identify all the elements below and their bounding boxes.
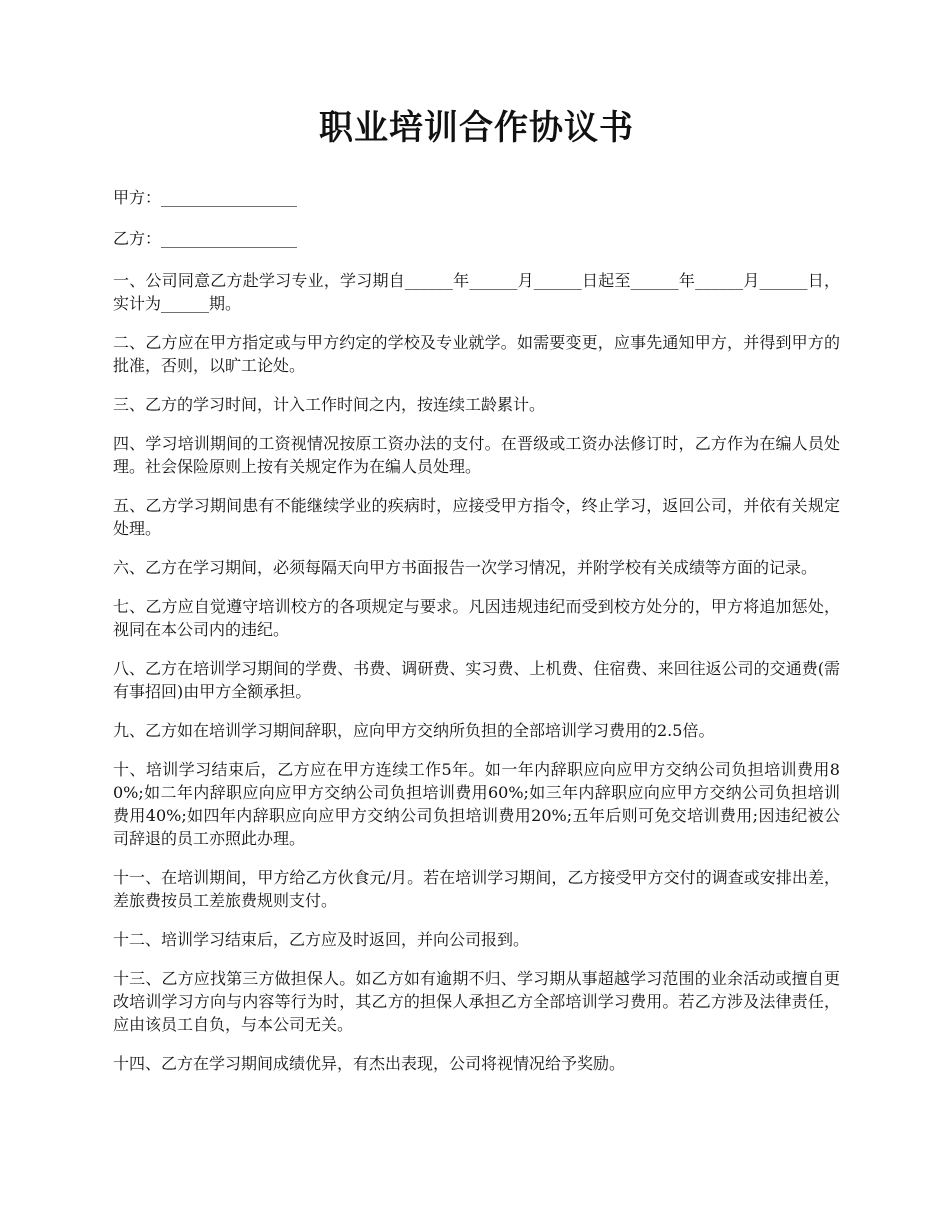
clause-8: 八、乙方在培训学习期间的学费、书费、调研费、实习费、上机费、住宿费、来回往返公司的交通费(需有事招回)由甲方全额承担。: [113, 658, 840, 701]
clause-3: 三、乙方的学习时间，计入工作时间之内，按连续工龄累计。: [113, 394, 546, 414]
clause-6: 六、乙方在学习期间，必须每隔天向甲方书面报告一次学习情况，并附学校有关成绩等方面的记录。: [113, 557, 818, 577]
clause-14: 十四、乙方在学习期间成绩优异，有杰出表现，公司将视情况给予奖励。: [113, 1053, 626, 1073]
clause-12: 十二、培训学习结束后，乙方应及时返回，并向公司报到。: [113, 929, 530, 949]
clause-9: 九、乙方如在培训学习期间辞职，应向甲方交纳所负担的全部培训学习费用的2.5倍。: [113, 720, 715, 740]
clause-11: 十一、在培训期间，甲方给乙方伙食元/月。若在培训学习期间，乙方接受甲方交付的调查或安排出差，差旅费按员工差旅费规则支付。: [113, 867, 840, 910]
clause-1: 一、公司同意乙方赴学习专业，学习期自______年______月______日起至______年______月______日，实计为______期。: [113, 270, 840, 313]
clause-4: 四、学习培训期间的工资视情况按原工资办法的支付。在晋级或工资办法修订时，乙方作为在编人员处理。社会保险原则上按有关规定作为在编人员处理。: [113, 433, 840, 476]
clause-5: 五、乙方学习期间患有不能继续学业的疾病时，应接受甲方指令，终止学习，返回公司，并依有关规定处理。: [113, 495, 840, 538]
party-b-line: 乙方：_________________: [113, 228, 298, 248]
clause-10: 十、培训学习结束后，乙方应在甲方连续工作5年。如一年内辞职应向应甲方交纳公司负担培训费用80%;如二年内辞职应向应甲方交纳公司负担培训费用60%;如三年内辞职应向应甲方交纳公司负担培训费用40%;如四年内辞职应向应甲方交纳公司负担培训费用20%;五年后则可免交培训费用;因违纪被公司辞退的员工亦照此办理。: [113, 759, 840, 848]
clauses-list: [113, 269, 840, 1075]
document-title: 职业培训合作协议书: [319, 108, 634, 148]
party-a-line: 甲方：_________________: [113, 187, 298, 207]
clause-7: 七、乙方应自觉遵守培训校方的各项规定与要求。凡因违规违纪而受到校方处分的，甲方将追加惩处，视同在本公司内的违纪。: [113, 596, 840, 639]
clause-13: 十三、乙方应找第三方做担保人。如乙方如有逾期不归、学习期从事超越学习范围的业余活动或擅自更改培训学习方向与内容等行为时，其乙方的担保人承担乙方全部培训学习费用。若乙方涉及法律责任，应由该员工自负，与本公司无关。: [113, 968, 840, 1034]
document-page: [113, 108, 840, 1091]
clause-2: 二、乙方应在甲方指定或与甲方约定的学校及专业就学。如需要变更，应事先通知甲方，并得到甲方的批准，否则，以旷工论处。: [113, 332, 840, 375]
